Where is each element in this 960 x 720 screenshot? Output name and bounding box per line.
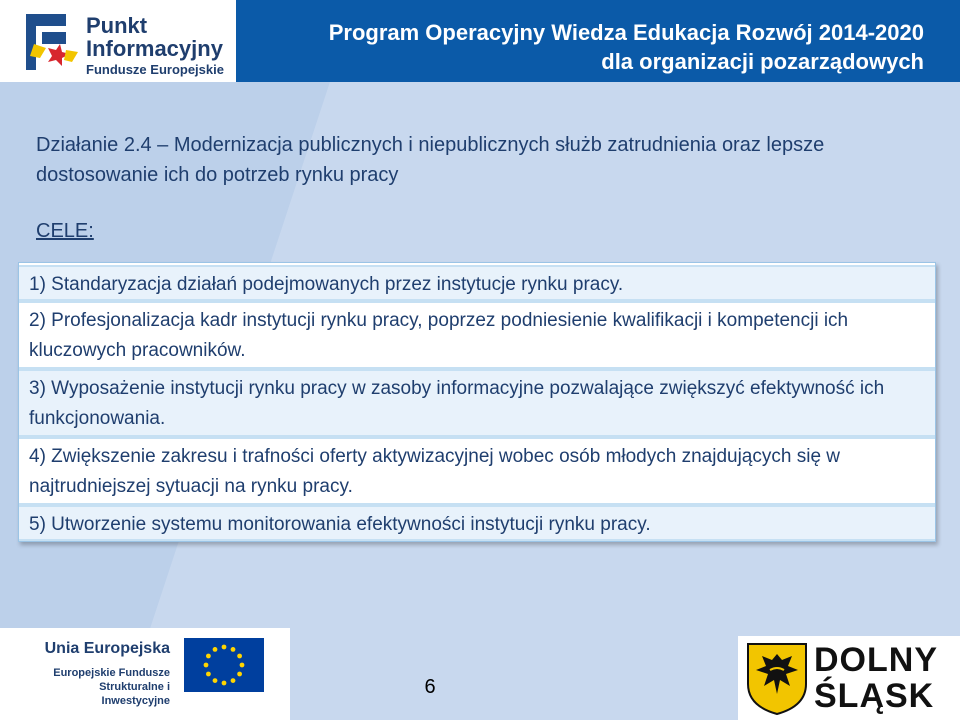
goal-item: 2) Profesjonalizacja kadr instytucji rynku pracy, poprzez podniesienie kwalifikacji i kompetencji ich kluczowych pracowników. <box>19 301 935 369</box>
region-line-2: ŚLĄSK <box>814 677 935 715</box>
program-title-line-2: dla organizacji pozarządowych <box>601 49 924 74</box>
goal-item: 4) Zwiększenie zakresu i trafności oferty aktywizacyjnej wobec osób młodych znajdujących się w najtrudniejszej sytuacji na rynku pracy. <box>19 437 935 505</box>
dolny-slask-logo <box>738 636 960 720</box>
eu-funds-star-icon <box>26 14 80 70</box>
goal-item: 5) Utworzenie systemu monitorowania efektywności instytucji rynku pracy. <box>19 505 935 541</box>
program-header <box>236 0 960 82</box>
eu-flag-icon <box>184 638 264 692</box>
eu-logo-block <box>0 628 290 720</box>
region-line-1: DOLNY <box>814 641 938 679</box>
logo-line-2: Informacyjny <box>86 36 223 62</box>
eu-title: Unia Europejska <box>44 640 170 657</box>
eagle-crest-icon <box>746 640 808 716</box>
logo-line-3: Fundusze Europejskie <box>86 62 224 78</box>
logo-line-1: Punkt <box>86 13 148 38</box>
goal-item: 3) Wyposażenie instytucji rynku pracy w zasoby informacyjne pozwalające zwiększyć efektywność ich funkcjonowania. <box>19 369 935 437</box>
eu-subtitle-line-1: Europejskie Fundusze <box>53 667 170 679</box>
goal-item: 1) Standaryzacja działań podejmowanych przez instytucje rynku pracy. <box>19 265 935 301</box>
punkt-informacyjny-logo <box>0 0 236 82</box>
goals-table <box>18 262 936 542</box>
program-title-line-1: Program Operacyjny Wiedza Edukacja Rozwój 2014-2020 <box>328 20 924 45</box>
action-title: Działanie 2.4 – Modernizacja publicznych i niepublicznych służb zatrudnienia oraz lepsze dostosowanie ich do potrzeb rynku pracy <box>36 134 825 186</box>
page-number: 6 <box>424 676 436 698</box>
eu-subtitle-line-2: Strukturalne i Inwestycyjne <box>99 681 170 707</box>
goals-label: CELE: <box>36 220 94 242</box>
